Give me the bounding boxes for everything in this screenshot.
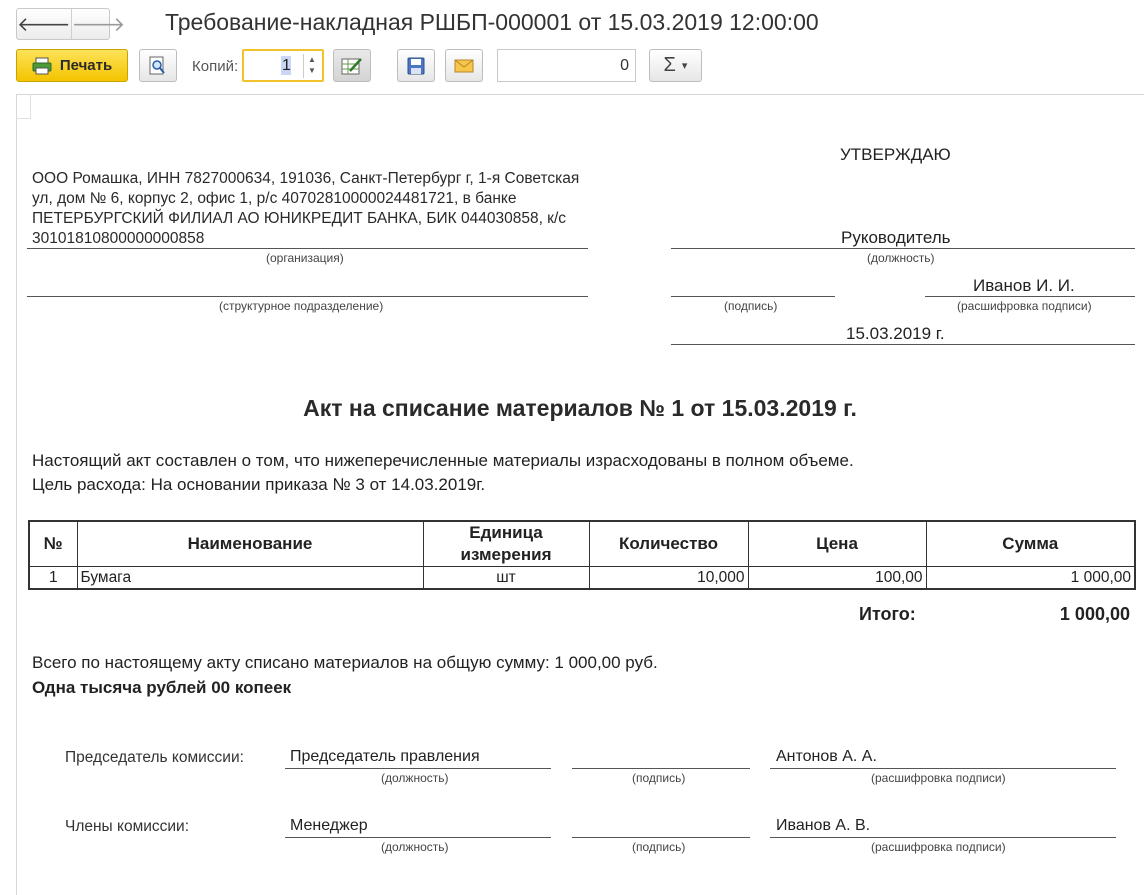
- unit: шт: [423, 567, 589, 590]
- arrow-right-icon: 🡒: [71, 13, 126, 36]
- document-corner: [16, 94, 31, 119]
- total-value: 1 000,00: [1059, 604, 1130, 624]
- sigma-icon: Σ: [663, 54, 676, 76]
- copies-stepper[interactable]: ▲ ▼: [303, 54, 320, 78]
- approver-name: Иванов И. И.: [973, 276, 1075, 295]
- member-name-line: [770, 837, 1116, 838]
- column-header: Количество: [589, 521, 748, 567]
- quantity: 10,000: [589, 567, 748, 590]
- organization-caption: (организация): [266, 251, 344, 265]
- chairman-name-line: [770, 768, 1116, 769]
- act-title: Акт на списание материалов № 1 от 15.03.2019 г.: [303, 395, 857, 421]
- approver-signature-line: [671, 296, 835, 297]
- member-signature-caption: (подпись): [632, 840, 686, 854]
- member-signature-line: [572, 837, 750, 838]
- sum-dropdown-button[interactable]: [649, 49, 702, 82]
- material-name: Бумага: [77, 567, 423, 590]
- chairman-label: Председатель комиссии:: [65, 749, 244, 766]
- row-number: 1: [29, 567, 77, 590]
- act-purpose: Цель расхода: На основании приказа № 3 от 14.03.2019г.: [32, 475, 486, 494]
- preview-button[interactable]: [139, 49, 177, 82]
- approve-date-line: [671, 344, 1135, 345]
- chairman-position: Председатель правления: [290, 748, 480, 765]
- chevron-down-icon: ▾: [681, 60, 688, 72]
- organization-details: ООО Ромашка, ИНН 7827000634, 191036, Санкт-Петербург г, 1-я Советская ул, дом № 6, корпус 2, офис 1, р/с 40702810000024481721, в банке ПЕТЕРБУРГСКИЙ ФИЛИАЛ АО ЮНИКРЕДИТ БАНКА, БИК 044030858, к/с 30101810800000000858: [32, 170, 580, 247]
- forward-button[interactable]: [71, 9, 126, 39]
- print-button[interactable]: [16, 49, 128, 82]
- amount: 1 000,00: [926, 567, 1135, 590]
- member-name: Иванов А. В.: [776, 817, 871, 834]
- division-line: [27, 296, 588, 297]
- chairman-position-line: [285, 768, 551, 769]
- edit-mode-button[interactable]: [333, 49, 371, 82]
- approver-name-caption: (расшифровка подписи): [957, 299, 1092, 313]
- approver-position: Руководитель: [841, 228, 951, 247]
- edit-table-icon: [341, 56, 363, 76]
- copies-label: Копий:: [192, 58, 239, 75]
- copies-input[interactable]: [242, 49, 324, 82]
- summary-total-words: Одна тысяча рублей 00 копеек: [32, 678, 292, 697]
- member-name-caption: (расшифровка подписи): [871, 840, 1006, 854]
- organization-line: [27, 248, 588, 249]
- total-label: Итого:: [859, 604, 916, 624]
- column-header: №: [29, 521, 77, 567]
- column-header: Сумма: [926, 521, 1135, 567]
- print-label: Печать: [59, 57, 113, 74]
- chairman-name: Антонов А. А.: [776, 748, 877, 765]
- printer-icon: [32, 57, 52, 75]
- division-caption: (структурное подразделение): [219, 299, 384, 313]
- chairman-position-caption: (должность): [381, 771, 449, 785]
- send-email-button[interactable]: [445, 49, 483, 82]
- save-button[interactable]: [397, 49, 435, 82]
- members-label: Члены комиссии:: [65, 818, 190, 835]
- price: 100,00: [748, 567, 926, 590]
- materials-table: [28, 520, 1136, 590]
- preview-magnifier-icon: [149, 56, 167, 76]
- column-header: Цена: [748, 521, 926, 567]
- approver-name-line: [925, 296, 1135, 297]
- member-position-line: [285, 837, 551, 838]
- chairman-signature-line: [572, 768, 750, 769]
- navigation-buttons: [16, 8, 126, 40]
- sum-value: 0: [620, 57, 629, 74]
- summary-total: Всего по настоящему акту списано материалов на общую сумму: 1 000,00 руб.: [32, 653, 658, 672]
- window-title: Требование-накладная РШБП-000001 от 15.03.2019 12:00:00: [165, 9, 819, 35]
- back-button[interactable]: [17, 9, 71, 39]
- member-position-caption: (должность): [381, 840, 449, 854]
- act-intro: Настоящий акт составлен о том, что нижеперечисленные материалы израсходованы в полном объеме.: [32, 451, 854, 470]
- arrow-left-icon: 🡐: [17, 13, 71, 36]
- table-header-row: [29, 521, 1135, 567]
- approver-position-line: [671, 248, 1135, 249]
- approve-heading: УТВЕРЖДАЮ: [840, 145, 951, 164]
- approver-signature-caption: (подпись): [724, 299, 778, 313]
- chairman-signature-caption: (подпись): [632, 771, 686, 785]
- floppy-disk-icon: [407, 57, 425, 75]
- approve-date: 15.03.2019 г.: [846, 324, 945, 343]
- sum-field[interactable]: [497, 49, 636, 82]
- copies-value: 1: [282, 57, 291, 74]
- chairman-name-caption: (расшифровка подписи): [871, 771, 1006, 785]
- table-row: [29, 567, 1135, 590]
- column-header: Единица измерения: [423, 521, 589, 567]
- envelope-icon: [454, 59, 474, 73]
- member-position: Менеджер: [290, 817, 368, 834]
- column-header: Наименование: [77, 521, 423, 567]
- approver-position-caption: (должность): [867, 251, 935, 265]
